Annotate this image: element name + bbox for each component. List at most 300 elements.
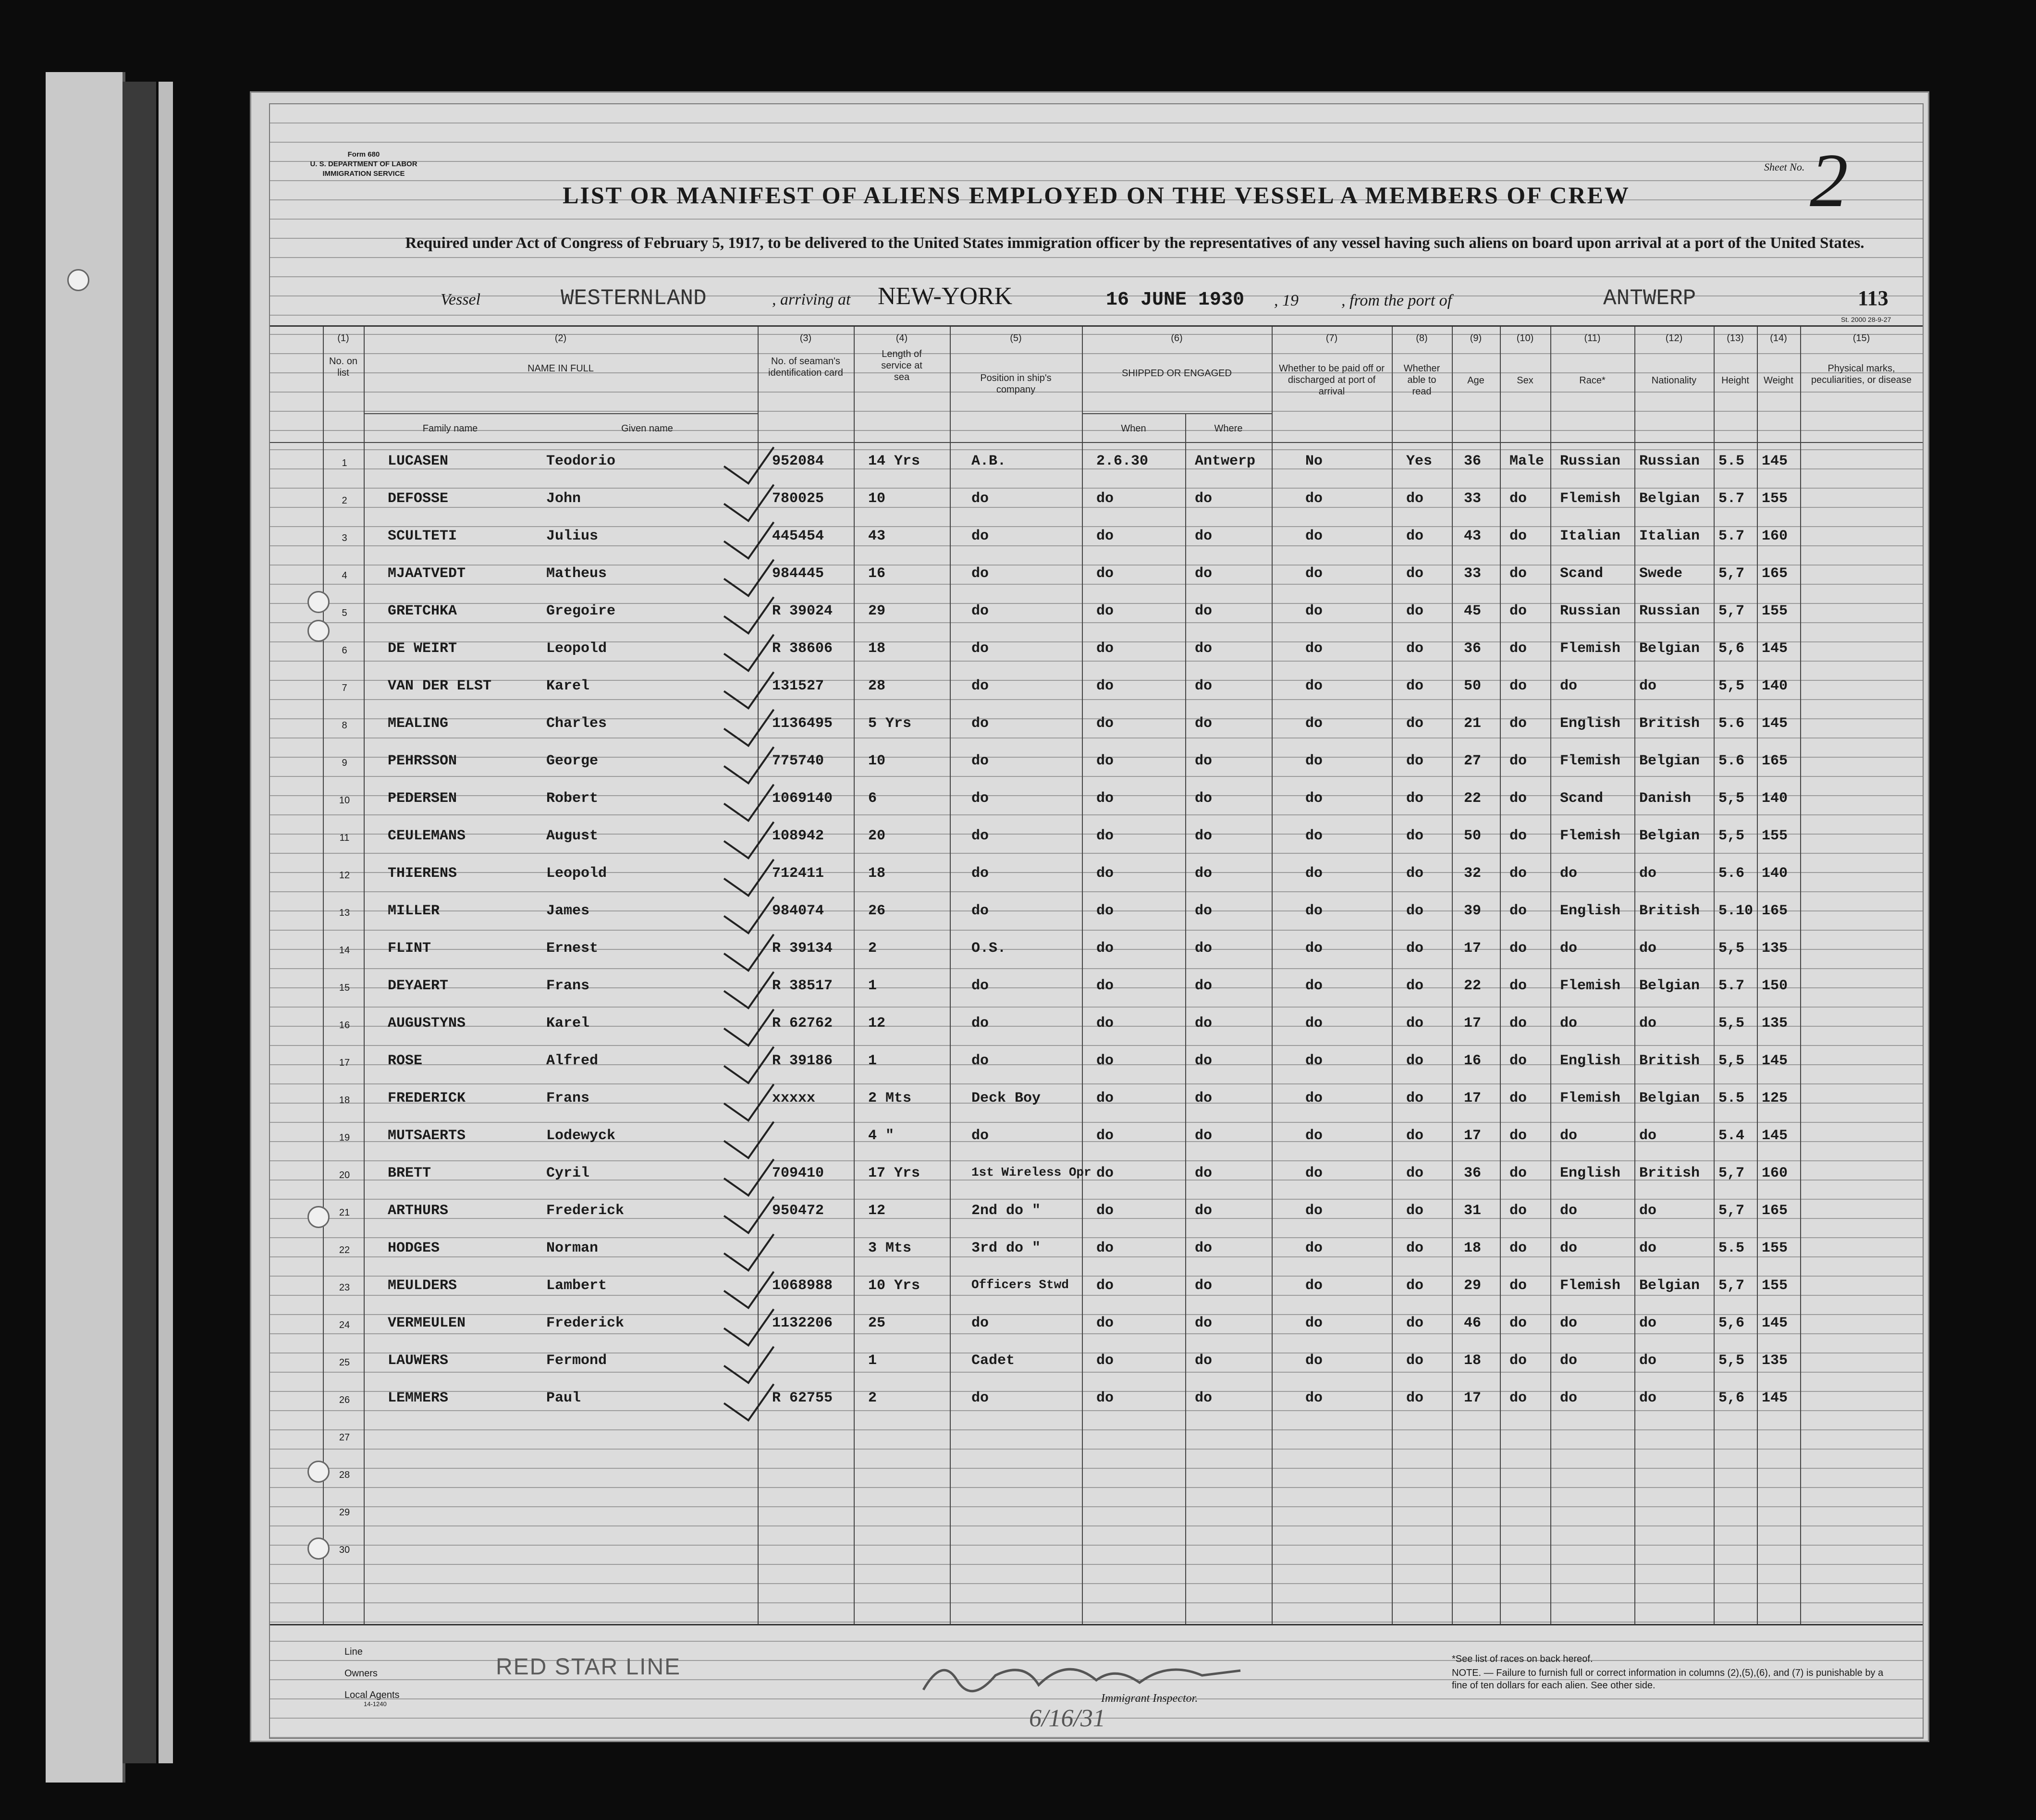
cell-age: 31 — [1464, 1203, 1482, 1219]
cell-paid: do — [1305, 1090, 1323, 1107]
cell-given: Charles — [546, 715, 607, 732]
cell-given: Leopold — [546, 865, 607, 882]
cell-paid: do — [1305, 528, 1323, 544]
cell-service: 5 Yrs — [868, 715, 912, 732]
cell-service: 2 Mts — [868, 1090, 912, 1107]
cell-race: do — [1560, 1353, 1578, 1369]
col-12-header: Nationality — [1651, 375, 1697, 386]
cell-when: do — [1096, 1165, 1114, 1181]
cell-nat: do — [1639, 1203, 1657, 1219]
cell-age: 21 — [1464, 715, 1482, 732]
cell-card: 952084 — [772, 453, 824, 469]
cell-nat: British — [1639, 1053, 1700, 1069]
cell-nat: Belgian — [1639, 828, 1700, 844]
binder-strip — [159, 82, 173, 1763]
line-label: Line — [344, 1647, 363, 1657]
cell-sex: do — [1509, 528, 1527, 544]
cell-position: do — [971, 903, 989, 919]
cell-race: Flemish — [1560, 1278, 1621, 1294]
cell-service: 1 — [868, 1353, 877, 1369]
cell-paid: do — [1305, 753, 1323, 769]
cell-weight: 155 — [1762, 603, 1788, 619]
cell-sex: do — [1509, 940, 1527, 957]
cell-given: Julius — [546, 528, 599, 544]
cell-where: do — [1195, 828, 1213, 844]
cell-paid: do — [1305, 1165, 1323, 1181]
cell-weight: 145 — [1762, 1315, 1788, 1331]
cell-card: R 39024 — [772, 603, 833, 619]
cell-read: do — [1406, 1278, 1424, 1294]
cell-age: 32 — [1464, 865, 1482, 882]
cell-card: 780025 — [772, 491, 824, 507]
sheet-number: 2 — [1810, 137, 1848, 223]
cell-nat: Russian — [1639, 453, 1700, 469]
cell-given: Frederick — [546, 1203, 625, 1219]
cell-when: do — [1096, 978, 1114, 994]
cell-height: 5.6 — [1718, 715, 1745, 732]
cell-weight: 150 — [1762, 978, 1788, 994]
cell-when: do — [1096, 1090, 1114, 1107]
cell-sex: do — [1509, 1165, 1527, 1181]
cell-when: do — [1096, 865, 1114, 882]
col-6a-header: When — [1121, 423, 1146, 434]
cell-given: Ernest — [546, 940, 599, 957]
cell-sex: do — [1509, 1090, 1527, 1107]
row-number: 17 — [339, 1058, 350, 1068]
cell-service: 25 — [868, 1315, 886, 1331]
cell-given: Karel — [546, 1015, 590, 1032]
cell-age: 46 — [1464, 1315, 1482, 1331]
cell-weight: 155 — [1762, 1240, 1788, 1256]
col-11-header: Race* — [1579, 375, 1606, 386]
cell-age: 39 — [1464, 903, 1482, 919]
col-9-number: (9) — [1470, 333, 1482, 344]
col-4-number: (4) — [895, 333, 908, 344]
cell-position: do — [971, 1390, 989, 1406]
row-number: 25 — [339, 1357, 350, 1368]
cell-card: R 38606 — [772, 640, 833, 657]
cell-where: do — [1195, 1128, 1213, 1144]
cell-paid: do — [1305, 491, 1323, 507]
cell-nat: do — [1639, 1128, 1657, 1144]
cell-where: do — [1195, 978, 1213, 994]
cell-given: Frans — [546, 1090, 590, 1107]
cell-when: do — [1096, 828, 1114, 844]
cell-race: Russian — [1560, 453, 1621, 469]
cell-paid: do — [1305, 1203, 1323, 1219]
cell-nat: do — [1639, 1353, 1657, 1369]
cell-position: do — [971, 978, 989, 994]
cell-service: 17 Yrs — [868, 1165, 920, 1181]
year-label: , 19 — [1274, 292, 1299, 309]
cell-weight: 155 — [1762, 1278, 1788, 1294]
cell-paid: do — [1305, 978, 1323, 994]
cell-height: 5,6 — [1718, 1390, 1745, 1406]
col-6b-header: Where — [1214, 423, 1243, 434]
cell-family: LUCASEN — [388, 453, 449, 469]
row-number: 21 — [339, 1207, 350, 1218]
cell-family: MUTSAERTS — [388, 1128, 466, 1144]
cell-given: Paul — [546, 1390, 581, 1406]
cell-where: do — [1195, 940, 1213, 957]
col-11-number: (11) — [1584, 333, 1601, 344]
page-title: LIST OR MANIFEST OF ALIENS EMPLOYED ON THE VESSEL A MEMBERS OF CREW — [563, 182, 1630, 209]
cell-family: MEALING — [388, 715, 449, 732]
cell-race: Flemish — [1560, 640, 1621, 657]
cell-when: do — [1096, 753, 1114, 769]
cell-sex: do — [1509, 603, 1527, 619]
cell-height: 5.7 — [1718, 528, 1745, 544]
cell-position: do — [971, 715, 989, 732]
cell-family: MJAATVEDT — [388, 566, 466, 582]
cell-family: FREDERICK — [388, 1090, 466, 1107]
cell-service: 1 — [868, 978, 877, 994]
cell-nat: do — [1639, 1315, 1657, 1331]
cell-where: Antwerp — [1195, 453, 1256, 469]
cell-nat: Belgian — [1639, 978, 1700, 994]
col-14-number: (14) — [1770, 333, 1787, 344]
cell-where: do — [1195, 1315, 1213, 1331]
cell-sex: do — [1509, 790, 1527, 807]
cell-service: 4 " — [868, 1128, 895, 1144]
from-label: , from the port of — [1341, 292, 1452, 309]
cell-position: 1st Wireless Opr — [971, 1165, 1092, 1180]
cell-nat: Belgian — [1639, 491, 1700, 507]
cell-position: do — [971, 678, 989, 694]
row-number: 27 — [339, 1432, 350, 1443]
cell-height: 5,7 — [1718, 566, 1745, 582]
cell-position: Deck Boy — [971, 1090, 1041, 1107]
cell-family: DE WEIRT — [388, 640, 457, 657]
cell-card: R 38517 — [772, 978, 833, 994]
cell-family: BRETT — [388, 1165, 431, 1181]
cell-when: do — [1096, 1203, 1114, 1219]
cell-sex: do — [1509, 1128, 1527, 1144]
cell-read: do — [1406, 753, 1424, 769]
cell-position: do — [971, 753, 989, 769]
row-number: 18 — [339, 1095, 350, 1106]
cell-card: 775740 — [772, 753, 824, 769]
col-1-number: (1) — [337, 333, 349, 344]
cell-when: do — [1096, 1390, 1114, 1406]
cell-read: do — [1406, 640, 1424, 657]
cell-weight: 165 — [1762, 566, 1788, 582]
cell-when: do — [1096, 1353, 1114, 1369]
row-number: 11 — [339, 833, 350, 843]
cell-read: do — [1406, 1090, 1424, 1107]
cell-weight: 165 — [1762, 753, 1788, 769]
cell-where: do — [1195, 1053, 1213, 1069]
cell-age: 33 — [1464, 491, 1482, 507]
cell-family: VAN DER ELST — [388, 678, 492, 694]
cell-height: 5,6 — [1718, 1315, 1745, 1331]
cell-race: do — [1560, 1315, 1578, 1331]
cell-read: do — [1406, 1315, 1424, 1331]
row-number: 9 — [342, 758, 347, 768]
cell-weight: 125 — [1762, 1090, 1788, 1107]
cell-read: do — [1406, 903, 1424, 919]
row-number: 10 — [339, 795, 350, 806]
cell-read: do — [1406, 566, 1424, 582]
cell-age: 16 — [1464, 1053, 1482, 1069]
cell-paid: do — [1305, 1390, 1323, 1406]
col-5-number: (5) — [1010, 333, 1022, 344]
cell-nat: Italian — [1639, 528, 1700, 544]
cell-when: do — [1096, 566, 1114, 582]
cell-position: do — [971, 790, 989, 807]
cell-given: George — [546, 753, 599, 769]
cell-when: do — [1096, 790, 1114, 807]
cell-card: 1132206 — [772, 1315, 833, 1331]
cell-card: 712411 — [772, 865, 824, 882]
cell-position: Cadet — [971, 1353, 1015, 1369]
cell-age: 50 — [1464, 828, 1482, 844]
cell-given: Frederick — [546, 1315, 625, 1331]
cell-race: English — [1560, 903, 1621, 919]
cell-given: Frans — [546, 978, 590, 994]
cell-paid: do — [1305, 903, 1323, 919]
cell-weight: 145 — [1762, 640, 1788, 657]
inspector-label: Immigrant Inspector. — [1101, 1692, 1198, 1705]
cell-position: do — [971, 1315, 989, 1331]
cell-where: do — [1195, 1278, 1213, 1294]
cell-weight: 145 — [1762, 1390, 1788, 1406]
cell-age: 29 — [1464, 1278, 1482, 1294]
cell-where: do — [1195, 715, 1213, 732]
cell-card: 984074 — [772, 903, 824, 919]
cell-sex: do — [1509, 1203, 1527, 1219]
cell-height: 5,7 — [1718, 1165, 1745, 1181]
row-number: 19 — [339, 1132, 350, 1143]
from-port: ANTWERP — [1603, 286, 1696, 311]
cell-card: 131527 — [772, 678, 824, 694]
row-number: 3 — [342, 533, 347, 543]
col-3-header: No. of seaman's identification card — [768, 356, 843, 378]
cell-sex: do — [1509, 1015, 1527, 1032]
cell-read: do — [1406, 491, 1424, 507]
col-13-header: Height — [1721, 375, 1749, 386]
col-15-number: (15) — [1852, 333, 1870, 344]
cell-given: James — [546, 903, 590, 919]
cell-sex: do — [1509, 865, 1527, 882]
cell-nat: Swede — [1639, 566, 1683, 582]
cell-given: Robert — [546, 790, 599, 807]
cell-paid: do — [1305, 566, 1323, 582]
cell-when: do — [1096, 715, 1114, 732]
cell-sex: do — [1509, 566, 1527, 582]
cell-height: 5,7 — [1718, 1278, 1745, 1294]
cell-given: Alfred — [546, 1053, 599, 1069]
cell-where: do — [1195, 528, 1213, 544]
cell-read: Yes — [1406, 453, 1433, 469]
cell-service: 18 — [868, 865, 886, 882]
cell-card: R 62762 — [772, 1015, 833, 1032]
cell-read: do — [1406, 1053, 1424, 1069]
cell-when: do — [1096, 528, 1114, 544]
cell-race: Flemish — [1560, 1090, 1621, 1107]
col-13-number: (13) — [1727, 333, 1744, 344]
crew-table — [270, 325, 1923, 1625]
row-number: 16 — [339, 1020, 350, 1031]
cell-race: Flemish — [1560, 828, 1621, 844]
cell-position: A.B. — [971, 453, 1006, 469]
cell-nat: do — [1639, 678, 1657, 694]
cell-family: VERMEULEN — [388, 1315, 466, 1331]
cell-when: do — [1096, 940, 1114, 957]
cell-height: 5,7 — [1718, 1203, 1745, 1219]
cell-race: do — [1560, 1128, 1578, 1144]
row-number: 22 — [339, 1245, 350, 1255]
cell-race: English — [1560, 1053, 1621, 1069]
row-number: 2 — [342, 495, 347, 506]
col-2b-header: Given name — [621, 423, 673, 434]
cell-service: 16 — [868, 566, 886, 582]
cell-family: PEDERSEN — [388, 790, 457, 807]
cell-age: 17 — [1464, 940, 1482, 957]
arrival-date-stamp: 16 JUNE 1930 — [1106, 289, 1245, 311]
col-8-header: Whether able to read — [1403, 363, 1440, 397]
cell-sex: do — [1509, 978, 1527, 994]
cell-service: 2 — [868, 940, 877, 957]
cell-service: 29 — [868, 603, 886, 619]
binder-hole — [67, 269, 89, 291]
checkmark-icon — [724, 1367, 774, 1422]
form-service: IMMIGRATION SERVICE — [322, 170, 405, 178]
col-7-header: Whether to be paid off or discharged at port of arrival — [1279, 363, 1385, 397]
cell-height: 5,5 — [1718, 678, 1745, 694]
cell-nat: do — [1639, 1240, 1657, 1256]
cell-nat: Belgian — [1639, 1278, 1700, 1294]
cell-service: 6 — [868, 790, 877, 807]
inspector-signature — [914, 1647, 1250, 1709]
row-number: 1 — [342, 458, 347, 468]
cell-weight: 160 — [1762, 528, 1788, 544]
cell-where: do — [1195, 640, 1213, 657]
cell-read: do — [1406, 1240, 1424, 1256]
cell-nat: do — [1639, 865, 1657, 882]
cell-where: do — [1195, 1390, 1213, 1406]
cell-paid: do — [1305, 678, 1323, 694]
col-6-header: SHIPPED OR ENGAGED — [1122, 368, 1232, 379]
cell-given: Karel — [546, 678, 590, 694]
binder-edge-dark — [123, 82, 156, 1763]
cell-race: do — [1560, 940, 1578, 957]
cell-height: 5,5 — [1718, 1015, 1745, 1032]
row-number: 5 — [342, 608, 347, 618]
row-number: 4 — [342, 570, 347, 581]
row-number: 14 — [339, 945, 350, 956]
binder-hole — [307, 591, 330, 613]
cell-where: do — [1195, 903, 1213, 919]
cell-sex: do — [1509, 1353, 1527, 1369]
cell-when: do — [1096, 1240, 1114, 1256]
cell-height: 5.6 — [1718, 865, 1745, 882]
cell-service: 43 — [868, 528, 886, 544]
cell-family: GRETCHKA — [388, 603, 457, 619]
cell-weight: 140 — [1762, 865, 1788, 882]
row-number: 24 — [339, 1320, 350, 1330]
cell-where: do — [1195, 865, 1213, 882]
cell-age: 17 — [1464, 1128, 1482, 1144]
cell-family: AUGUSTYNS — [388, 1015, 466, 1032]
cell-sex: do — [1509, 1390, 1527, 1406]
cell-paid: do — [1305, 1240, 1323, 1256]
row-number: 8 — [342, 720, 347, 731]
cell-race: Flemish — [1560, 978, 1621, 994]
cell-age: 22 — [1464, 978, 1482, 994]
cell-when: do — [1096, 903, 1114, 919]
cell-given: Matheus — [546, 566, 607, 582]
cell-race: do — [1560, 1203, 1578, 1219]
cell-when: do — [1096, 1053, 1114, 1069]
cell-height: 5,5 — [1718, 790, 1745, 807]
manifest-page — [269, 103, 1924, 1739]
col-7-number: (7) — [1325, 333, 1338, 344]
cell-service: 10 — [868, 491, 886, 507]
cell-service: 18 — [868, 640, 886, 657]
cell-nat: Danish — [1639, 790, 1692, 807]
cell-weight: 160 — [1762, 1165, 1788, 1181]
print-code: St. 2000 28-9-27 — [1841, 316, 1891, 323]
cell-sex: do — [1509, 678, 1527, 694]
cell-given: Norman — [546, 1240, 599, 1256]
cell-where: do — [1195, 1090, 1213, 1107]
cell-given: August — [546, 828, 599, 844]
cell-family: ROSE — [388, 1053, 423, 1069]
cell-paid: do — [1305, 640, 1323, 657]
cell-when: do — [1096, 1278, 1114, 1294]
cell-when: do — [1096, 603, 1114, 619]
cell-age: 36 — [1464, 1165, 1482, 1181]
binder-hole — [307, 1206, 330, 1228]
col-14-header: Weight — [1764, 375, 1793, 386]
cell-card: R 39186 — [772, 1053, 833, 1069]
col-8-number: (8) — [1416, 333, 1428, 344]
company-stamp: RED STAR LINE — [496, 1654, 681, 1680]
cell-card: 445454 — [772, 528, 824, 544]
cell-card: xxxxx — [772, 1090, 816, 1107]
cell-family: SCULTETI — [388, 528, 457, 544]
binder-edge-light — [46, 72, 125, 1783]
cell-service: 12 — [868, 1203, 886, 1219]
penalty-note: NOTE. — Failure to furnish full or correct information in columns (2),(5),(6), and (7) is punishable by a fine of ten dollars for each alien. See other side. — [1452, 1668, 1884, 1691]
cell-weight: 140 — [1762, 790, 1788, 807]
cell-nat: British — [1639, 1165, 1700, 1181]
cell-race: English — [1560, 1165, 1621, 1181]
cell-weight: 135 — [1762, 940, 1788, 957]
cell-height: 5.5 — [1718, 1240, 1745, 1256]
vessel-label: Vessel — [441, 291, 481, 308]
cell-race: do — [1560, 1390, 1578, 1406]
cell-card: 108942 — [772, 828, 824, 844]
cell-service: 10 Yrs — [868, 1278, 920, 1294]
cell-when: do — [1096, 491, 1114, 507]
cell-when: do — [1096, 640, 1114, 657]
cell-height: 5.5 — [1718, 1090, 1745, 1107]
cell-family: HODGES — [388, 1240, 440, 1256]
cell-weight: 165 — [1762, 1203, 1788, 1219]
cell-given: John — [546, 491, 581, 507]
col-5-header: Position in ship's company — [980, 373, 1052, 395]
cell-position: do — [971, 528, 989, 544]
cell-card: 709410 — [772, 1165, 824, 1181]
cell-family: LAUWERS — [388, 1353, 449, 1369]
inspector-date: 6/16/31 — [1029, 1705, 1105, 1732]
binder-hole — [307, 620, 330, 642]
cell-service: 3 Mts — [868, 1240, 912, 1256]
cell-race: Italian — [1560, 528, 1621, 544]
col-2-header: NAME IN FULL — [527, 363, 594, 374]
